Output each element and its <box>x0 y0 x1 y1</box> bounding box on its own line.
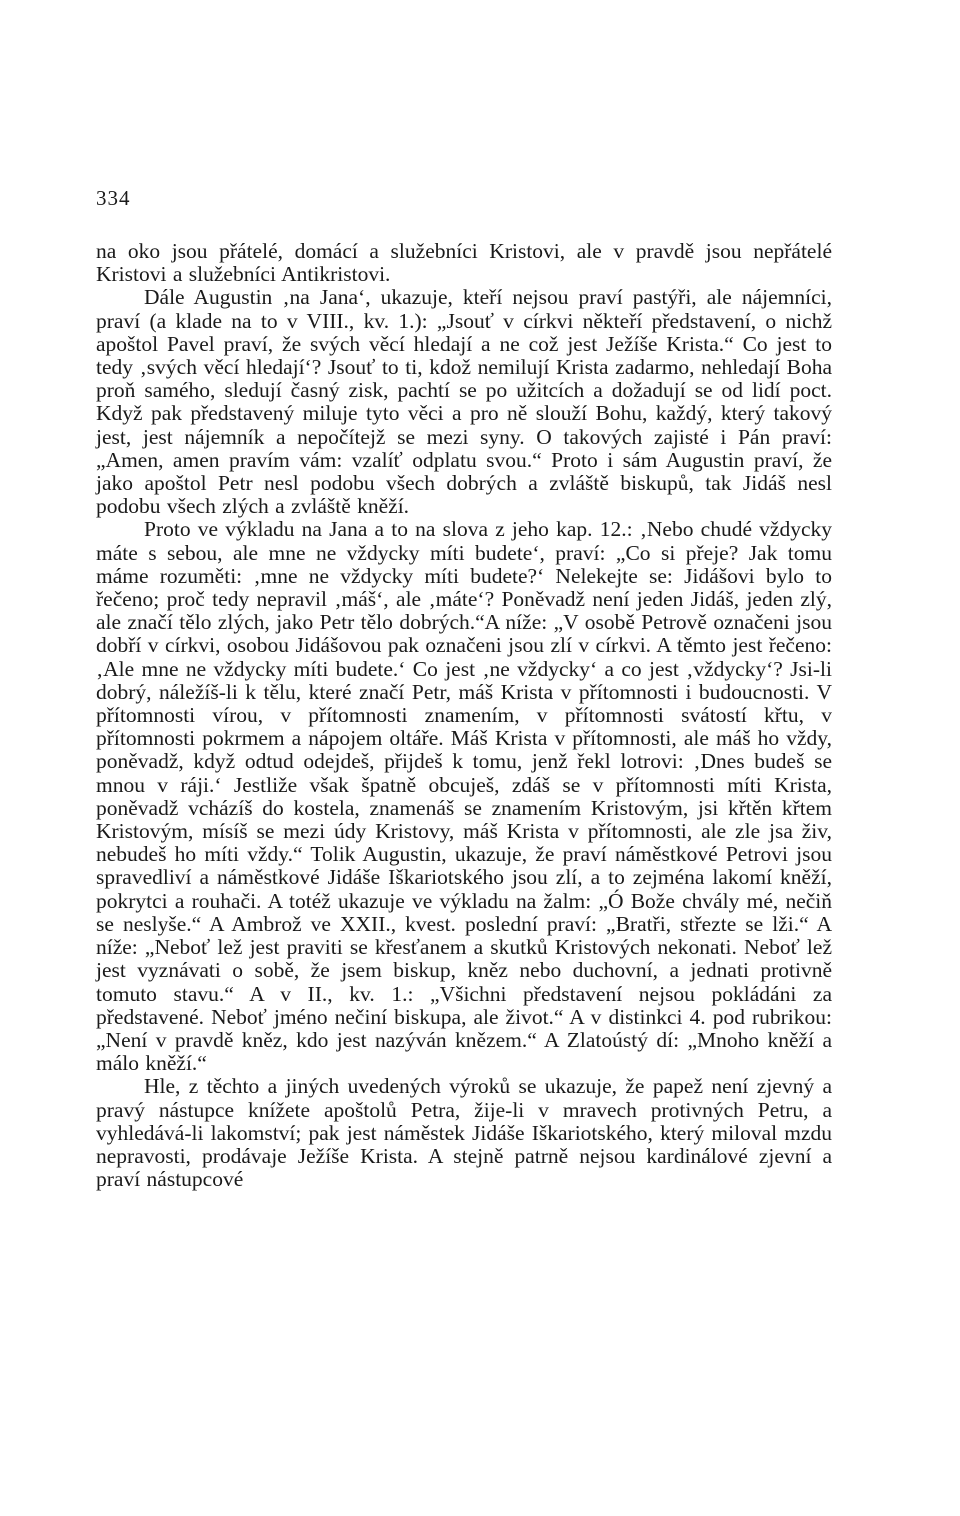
paragraph-4: Hle, z těchto a jiných uvedených výroků se ukazuje, že papež není zjevný a pravý nástupce knížete apoštolů Petra, žije-li v mravech protivných Petru, a vyhledává-li lakomství; pak jest náměstek Jidáše Iškariotského, který miloval mzdu nepravosti, prodávaje Ježíše Krista. A stejně patrně nejsou kardinálové zjevní a praví nástupcové <box>96 1074 832 1192</box>
body-text <box>96 240 832 1191</box>
paragraph-2: Dále Augustin ‚na Jana‘, ukazuje, kteří nejsou praví pastýři, ale nájemníci, praví (a klade na to v VIII., kv. 1.): „Jsouť v církvi někteří představení, o nichž apoštol Pavel praví, že svých věcí hledají a ne což jest Ježíše Krista.“ Co jest to tedy ‚svých věcí hledají‘? Jsouť to ti, kdož nemilují Krista zadarmo, nehledají Boha proň samého, sledují časný zisk, pachtí se po užitcích a dožadují se od lidí poct. Když pak představený miluje tyto věci a pro ně slouží Bohu, každý, který takový jest, jest nájemník a nepočítejž se mezi syny. O takových zajisté i Pán praví: „Amen, amen pravím vám: vzalíť odplatu svou.“ Proto i sám Augustin praví, že jako apoštol Petr nesl podobu všech dobrých a zvláště biskupů, tak Jidáš nesl podobu všech zlých a zvláště kněží. <box>96 285 832 519</box>
book-page <box>96 0 832 1516</box>
page-number: 334 <box>96 186 131 210</box>
paragraph-3: Proto ve výkladu na Jana a to na slova z jeho kap. 12.: ‚Nebo chudé vždycky máte s sebou, ale mne ne vždycky míti budete‘, praví: „Co si přeje? Jak tomu máme rozuměti: ‚mne ne vždycky míti budete?‘ Nelekejte se: Jidášovi bylo to řečeno; proč tedy nepravil ‚máš‘, ale ‚máte‘? Poněvadž není jeden Jidáš, jeden zlý, ale značí tělo zlých, jako Petr tělo dobrých.“A níže: „V osobě Petrově označeni jsou dobří v církvi, osobou Jidášovou pak označeni jsou zlí v církvi. A těmto jest řečeno: ‚Ale mne ne vždycky míti budete.‘ Co jest ‚ne vždycky‘ a co jest ‚vždycky‘? Jsi-li dobrý, náležíš-li k tělu, které značí Petr, máš Krista v přítomnosti i budoucnosti. V přítomnosti vírou, v přítomnosti znamením, v přítomnosti svátostí křtu, v přítomnosti pokrmem a nápojem oltáře. Máš Krista v přítomnosti, ale máš ho vždy, poněvadž, když odtud odejdeš, přijdeš k tomu, jenž řekl lotrovi: ‚Dnes budeš se mnou v ráji.‘ Jestliže však špatně obcuješ, zdáš se v přítomnosti míti Krista, poněvadž vcházíš do kostela, znamenáš se znamením Kristovým, jsi křtěn křtem Kristovým, mísíš se mezi údy Kristovy, máš Krista v přítomnosti, ale zle jsa živ, nebudeš ho míti vždy.“ Tolik Augustin, ukazuje, že praví náměstkové Petrovi jsou spravedliví a náměstkové Jidáše Iškariotského jsou zlí, a to zejména lakomí kněží, pokrytci a rouhači. A totéž ukazuje ve výkladu na žalm: „Ó Bože chvály mé, nečiň se neslyše.“ A Ambrož ve XXII., kvest. poslední praví: „Bratři, střezte se lži.“ A níže: „Neboť lež jest praviti se křesťanem a skutků Kristových nekonati. Neboť lež jest vyznávati o sobě, že jsem biskup, kněz nebo duchovní, a jednati protivně tomuto stavu.“ A v II., kv. 1.: „Všichni představení nejsou pokládáni za představené. Neboť jméno nečiní biskupa, ale život.“ A v distinkci 4. pod rubrikou: „Není v pravdě kněz, kdo jest nazýván knězem.“ A Zlatoústý dí: „Mnoho kněží a málo kněží.“ <box>96 517 832 1076</box>
paragraph-1: na oko jsou přátelé, domácí a služebníci Kristovi, ale v pravdě jsou nepřátelé Kristovi a služebníci Antikristovi. <box>96 239 832 287</box>
